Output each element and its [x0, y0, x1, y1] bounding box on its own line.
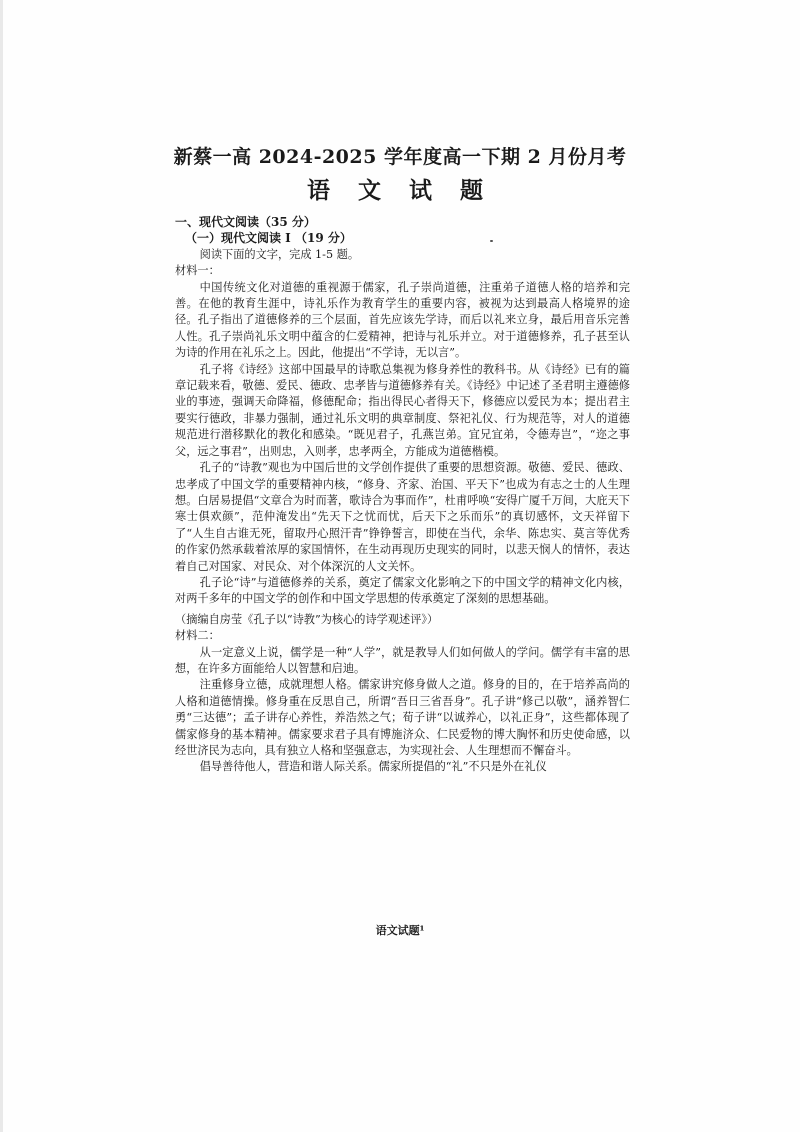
scan-edge-left	[0, 0, 3, 1132]
material2-label: 材料二：	[175, 629, 220, 643]
instruction-text: 阅读下面的文字，完成 1-5 题。	[199, 247, 360, 261]
material1-paragraph: 孔子论“诗”与道德修养的关系，奠定了儒家文化影响之下的中国文学的精神文化内核，对两千多年的中国文学的创作和中国文学思想的传承奠定了深刻的思想基础。	[175, 575, 630, 606]
exam-subtitle: 语 文 试 题	[306, 177, 494, 204]
material2-paragraph: 倡导善待他人，营造和谐人际关系。儒家所提倡的“礼”不只是外在礼仪	[199, 760, 547, 774]
material1-source: （摘编自房莹《孔子以“诗教”为核心的诗学观述评》）	[175, 612, 439, 626]
material1-paragraph: 孔子将《诗经》这部中国最早的诗歌总集视为修身养性的教科书。从《诗经》已有的篇章记载来看，敬德、爱民、德政、忠孝皆与道德修养有关。《诗经》中记述了圣君明主遵德修业的事迹，强调天命降福，修德配命；指出得民心者得天下，修德应以爱民为本；提出君主要实行德政，非暴力强制，通过礼乐文明的典章制度、祭祀礼仪、行为规范等，对人的道德规范进行潜移默化的教化和感染。“既见君子，孔燕岂弟。宜兄宜弟，令德寿岂”，“迩之事父，远之事君”，出则忠，入则孝，忠孝两全，方能成为道德楷模。	[175, 362, 630, 458]
page-footer: 语文试题¹	[375, 924, 425, 937]
material2-paragraph: 从一定意义上说，儒学是一种“人学”，就是教导人们如何做人的学问。儒学有丰富的思想，在许多方面能给人以智慧和启迪。	[175, 645, 630, 675]
material2-paragraph: 注重修身立德，成就理想人格。儒家讲究修身做人之道。修身的目的，在于培养高尚的人格和道德情操。修身重在反思自己，所谓“吾日三省吾身”。孔子讲“修己以敬”，涵养智仁勇“三达德”；孟子讲存心养性，养浩然之气；荀子讲“以诚养心，以礼正身”，这些都体现了儒家修身的基本精神。儒家要求君子具有博施济众、仁民爱物的博大胸怀和历史使命感，以经世济民为志向，具有独立人格和坚强意志，为实现社会、人生理想而不懈奋斗。	[175, 678, 630, 757]
subsection-heading: （一）现代文阅读 I （19 分）	[185, 231, 352, 246]
material1-paragraph: 中国传统文化对道德的重视源于儒家，孔子崇尚道德，注重弟子道德人格的培养和完善。在他的教育生涯中，诗礼乐作为教育学生的重要内容，被视为达到最高人格境界的途径。孔子指出了道德修养的三个层面，首先应该先学诗，而后以礼来立身，最后用音乐完善人性。孔子崇尚礼乐文明中蕴含的仁爱精神，把诗与礼乐并立。对于道德修养，孔子甚至认为诗的作用在礼乐之上。因此，他提出“不学诗，无以言”。	[175, 280, 630, 360]
material1-paragraph: 孔子的“诗教”观也为中国后世的文学创作提供了重要的思想资源。敬德、爱民、德政、忠孝成了中国文学的重要精神内核，“修身、齐家、治国、平天下”也成为有志之士的人生理想。白居易提倡“文章合为时而著，歌诗合为事而作”，杜甫呼唤“安得广厦千万间，大庇天下寒士俱欢颜”，范仲淹发出“先天下之忧而忧，后天下之乐而乐”的真切感怀，文天祥留下了“人生自古谁无死，留取丹心照汗青”铮铮誓言，即使在当代，余华、陈忠实、莫言等优秀的作家仍然承载着浓厚的家国情怀，在生动再现历史现实的同时，以悲天悯人的情怀，表达着自己对国家、对民众、对个体深沉的人文关怀。	[175, 461, 630, 573]
section-heading: 一、现代文阅读（35 分）	[175, 215, 316, 229]
material1-label: 材料一：	[175, 264, 220, 278]
exam-title: 新蔡一高 2024-2025 学年度高一下期 2 月份月考	[173, 146, 627, 168]
exam-body	[175, 214, 630, 776]
